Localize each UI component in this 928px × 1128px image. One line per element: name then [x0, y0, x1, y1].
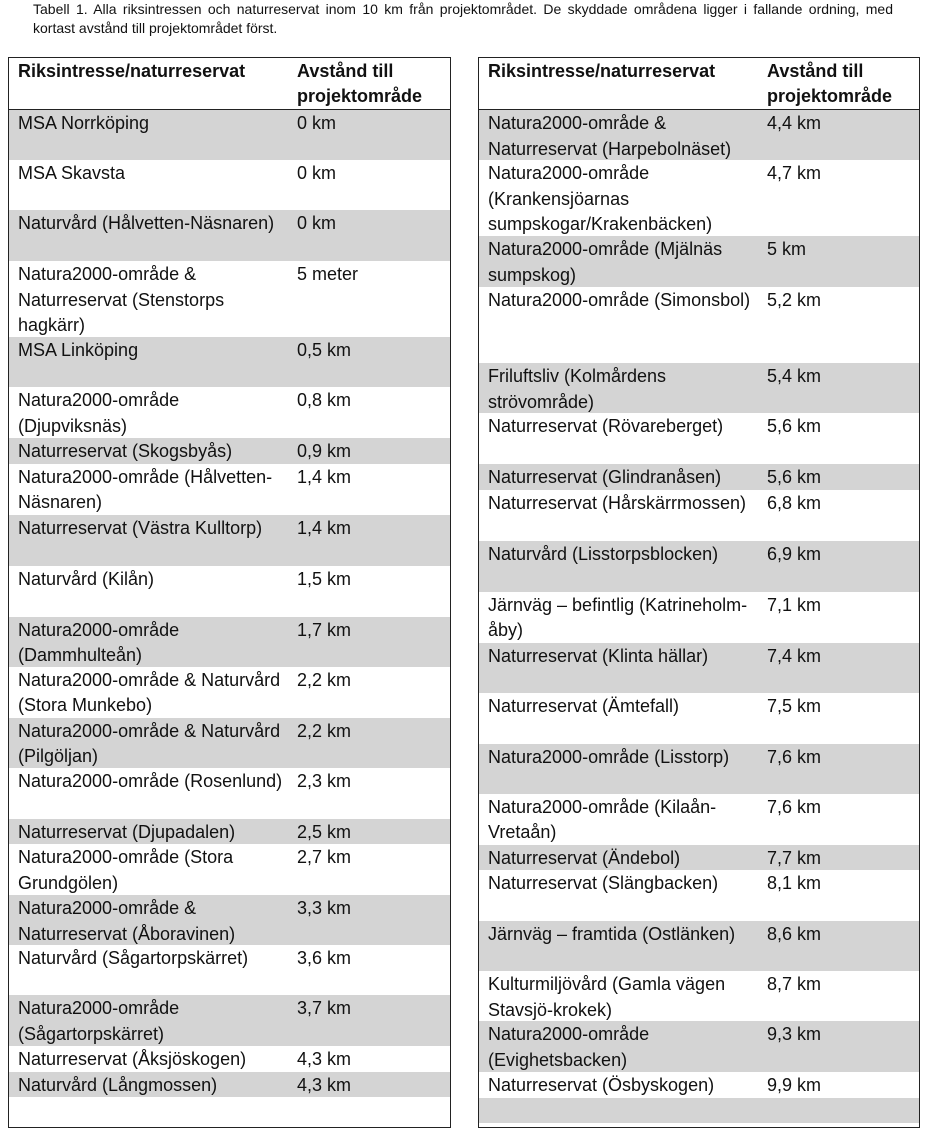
- table-header: [9, 58, 450, 110]
- cell-name: Natura2000-område (Mjälnäs sumpskog): [488, 239, 723, 285]
- table-row: [9, 617, 450, 667]
- header-name: Riksintresse/naturreservat: [488, 61, 716, 81]
- table-row: [479, 1072, 919, 1098]
- cell-name: Järnväg – framtida (Ostlänken): [488, 924, 736, 944]
- cell-name: Natura2000-område (Simonsbol): [488, 290, 751, 310]
- table-header: [479, 58, 919, 110]
- table-row: [479, 921, 919, 971]
- table-row: [9, 160, 450, 210]
- cell-distance: 3,3 km: [297, 898, 352, 918]
- cell-name: Friluftsliv (Kolmårdens strövområde): [488, 366, 667, 412]
- table-row: [9, 110, 450, 160]
- table-row: [479, 870, 919, 921]
- cell-name: Naturreservat (Ösbyskogen): [488, 1075, 715, 1095]
- cell-name: Naturreservat (Klinta hällar): [488, 645, 709, 666]
- cell-distance: 0,9 km: [297, 441, 352, 461]
- cell-distance: 7,6 km: [767, 796, 822, 817]
- cell-distance: 2,3 km: [297, 770, 352, 791]
- cell-name: Naturreservat (Djupadalen): [18, 821, 236, 842]
- table-row: [479, 413, 919, 464]
- cell-distance: 5,4 km: [767, 366, 822, 386]
- cell-name: Natura2000-område (Kilaån-Vretaån): [488, 796, 717, 842]
- cell-distance: 0 km: [297, 113, 337, 133]
- table-row: [479, 744, 919, 794]
- table-row: [479, 464, 919, 490]
- table-row: [479, 541, 919, 592]
- cell-name: MSA Norrköping: [18, 113, 150, 133]
- cell-name: Natura2000-område & Naturreservat (Harpebolnäset): [488, 113, 732, 159]
- cell-distance: 0 km: [297, 163, 337, 183]
- cell-distance: 3,7 km: [297, 998, 352, 1018]
- cell-name: Naturvård (Kilån): [18, 568, 155, 589]
- cell-distance: 4,3 km: [297, 1049, 352, 1069]
- cell-distance: [758, 1098, 919, 1124]
- cell-name: Naturreservat (Västra Kulltorp): [18, 517, 263, 538]
- cell-distance: 4,4 km: [767, 113, 822, 133]
- table-row: [9, 515, 450, 566]
- cell-name: Natura2000-område (Hålvetten-Näsnaren): [18, 466, 273, 512]
- table-row: [479, 1098, 919, 1124]
- table-left: [8, 57, 451, 1128]
- cell-distance: 7,1 km: [767, 594, 822, 615]
- cell-distance: 5,6 km: [767, 467, 822, 487]
- cell-distance: 2,5 km: [297, 821, 352, 842]
- header-name: Riksintresse/naturreservat: [18, 61, 246, 81]
- table-row: [479, 110, 919, 160]
- cell-distance: 4,7 km: [767, 163, 822, 183]
- table-row: [479, 363, 919, 413]
- table-row: [479, 693, 919, 744]
- cell-name: Natura2000-område (Lisstorp): [488, 746, 730, 767]
- table-body-right: [479, 110, 919, 1123]
- cell-distance: 0,8 km: [297, 390, 352, 410]
- cell-distance: 7,4 km: [767, 645, 822, 666]
- cell-distance: 1,7 km: [297, 619, 352, 640]
- cell-distance: 7,7 km: [767, 847, 822, 868]
- cell-name: Natura2000-område & Naturvård (Pilgöljan): [18, 720, 281, 766]
- cell-distance: 9,3 km: [767, 1024, 822, 1044]
- header-distance: Avstånd till projektområde: [297, 61, 423, 106]
- cell-name: Natura2000-område & Naturreservat (Åboravinen): [18, 898, 236, 944]
- table-row: [9, 337, 450, 387]
- table-row: [9, 768, 450, 819]
- cell-distance: 8,1 km: [767, 873, 822, 893]
- cell-name: Naturreservat (Slängbacken): [488, 873, 719, 893]
- cell-name: Naturreservat (Ämtefall): [488, 695, 680, 716]
- cell-name: Natura2000-område & Naturvård (Stora Munkebo): [18, 669, 281, 715]
- cell-distance: 3,6 km: [297, 948, 352, 968]
- table-row: [9, 464, 450, 515]
- table-row: [479, 1021, 919, 1072]
- cell-distance: 2,2 km: [297, 669, 352, 690]
- cell-distance: 0,5 km: [297, 340, 352, 360]
- cell-name: Naturreservat (Åksjöskogen): [18, 1049, 247, 1069]
- cell-distance: 8,6 km: [767, 924, 822, 944]
- table-row: [9, 1072, 450, 1098]
- cell-name: Naturreservat (Hårskärrmossen): [488, 492, 747, 513]
- cell-name: Natura2000-område (Rosenlund): [18, 770, 283, 791]
- cell-name: Naturvård (Hålvetten-Näsnaren): [18, 213, 275, 233]
- table-row: [479, 160, 919, 236]
- cell-name: Naturreservat (Skogsbyås): [18, 441, 233, 461]
- table-row: [9, 566, 450, 617]
- table-body-left: [9, 110, 450, 1097]
- cell-name: Natura2000-område (Dammhulteån): [18, 619, 180, 665]
- table-row: [479, 971, 919, 1021]
- cell-name: MSA Linköping: [18, 340, 139, 360]
- table-row: [479, 794, 919, 845]
- cell-distance: 2,2 km: [297, 720, 352, 741]
- table-row: [9, 895, 450, 945]
- cell-name: Natura2000-område (Sågartorpskärret): [18, 998, 180, 1044]
- cell-name: Järnväg – befintlig (Katrineholm-åby): [488, 594, 748, 640]
- cell-distance: 5,6 km: [767, 416, 822, 436]
- table-row: [9, 1046, 450, 1072]
- cell-distance: 7,6 km: [767, 746, 822, 767]
- header-distance: Avstånd till projektområde: [767, 61, 893, 106]
- table-row: [9, 261, 450, 337]
- table-row: [479, 643, 919, 693]
- table-row: [9, 945, 450, 995]
- cell-name: Natura2000-område (Krankensjöarnas sumpskogar/Krakenbäcken): [488, 163, 713, 234]
- cell-distance: 1,4 km: [297, 517, 352, 538]
- cell-name: Naturvård (Sågartorpskärret): [18, 948, 249, 968]
- table-row: [479, 490, 919, 541]
- cell-name: MSA Skavsta: [18, 163, 126, 183]
- cell-distance: 6,8 km: [767, 492, 822, 513]
- cell-name: Naturvård (Långmossen): [18, 1074, 218, 1095]
- cell-distance: 8,7 km: [767, 974, 822, 994]
- cell-name: Naturreservat (Rövareberget): [488, 416, 724, 436]
- cell-distance: 1,5 km: [297, 568, 352, 589]
- cell-distance: 6,9 km: [767, 543, 822, 564]
- cell-distance: 4,3 km: [297, 1074, 352, 1095]
- cell-distance: 5,2 km: [767, 290, 822, 310]
- cell-distance: 7,5 km: [767, 695, 822, 716]
- cell-name: Kulturmiljövård (Gamla vägen Stavsjö-krokek): [488, 974, 726, 1020]
- cell-distance: 0 km: [297, 213, 337, 233]
- cell-name: Natura2000-område & Naturreservat (Stenstorps hagkärr): [18, 264, 225, 335]
- table-caption: Tabell 1. Alla riksintressen och naturreservat inom 10 km från projektområdet. De skyddade områdena ligger i fallande ordning, med kortast avstånd till projektområdet först.: [33, 1, 893, 36]
- table-row: [9, 819, 450, 845]
- table-row: [9, 844, 450, 895]
- cell-distance: 9,9 km: [767, 1075, 822, 1095]
- cell-name: Natura2000-område (Stora Grundgölen): [18, 847, 234, 893]
- table-row: [479, 592, 919, 643]
- table-row: [9, 718, 450, 768]
- cell-name: Natura2000-område (Evighetsbacken): [488, 1024, 650, 1070]
- cell-name: Naturreservat (Ändebol): [488, 847, 681, 868]
- table-row: [479, 236, 919, 287]
- cell-distance: 5 meter: [297, 264, 359, 284]
- table-row: [9, 667, 450, 718]
- table-row: [9, 210, 450, 261]
- table-row: [479, 287, 919, 363]
- table-row: [9, 387, 450, 438]
- table-row: [9, 995, 450, 1046]
- cell-name: [479, 1098, 758, 1124]
- cell-name: Natura2000-område (Djupviksnäs): [18, 390, 180, 436]
- cell-distance: 1,4 km: [297, 466, 352, 487]
- table-right: [478, 57, 920, 1128]
- table-row: [9, 438, 450, 464]
- table-row: [479, 845, 919, 871]
- cell-name: Naturreservat (Glindranåsen): [488, 467, 722, 487]
- cell-name: Naturvård (Lisstorpsblocken): [488, 543, 719, 564]
- cell-distance: 2,7 km: [297, 847, 352, 867]
- cell-distance: 5 km: [767, 239, 807, 259]
